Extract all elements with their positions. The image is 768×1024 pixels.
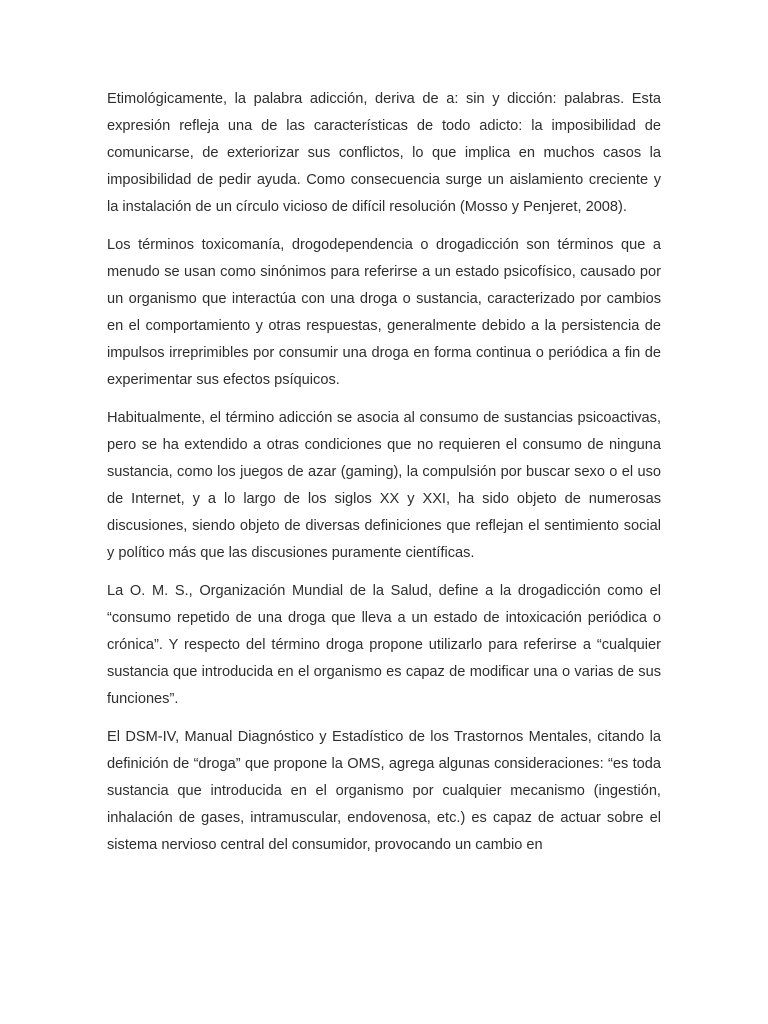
paragraph-oms-definition: La O. M. S., Organización Mundial de la Salud, define a la drogadicción como el “consumo repetido de una droga que lleva a un estado de intoxicación periódica o crónica”. Y respecto del término droga propone utilizarlo para referirse a “cualquier sustancia que introducida en el organismo es capaz de modificar una o varias de sus funciones”. bbox=[107, 583, 661, 707]
paragraph-habitual-use: Habitualmente, el término adicción se asocia al consumo de sustancias psicoactivas, pero se ha extendido a otras condiciones que no requieren el consumo de ninguna sustancia, como los juegos de azar (gaming), la compulsión por buscar sexo o el uso de Internet, y a lo largo de los siglos XX y XXI, ha sido objeto de numerosas discusiones, siendo objeto de diversas definiciones que reflejan el sentimiento social y político más que las discusiones puramente científicas. bbox=[107, 410, 661, 561]
document-page bbox=[107, 86, 661, 870]
paragraph-dsm-iv: El DSM-IV, Manual Diagnóstico y Estadístico de los Trastornos Mentales, citando la definición de “droga” que propone la OMS, agrega algunas consideraciones: “es toda sustancia que introducida en el organismo por cualquier mecanismo (ingestión, inhalación de gases, intramuscular, endovenosa, etc.) es capaz de actuar sobre el sistema nervioso central del consumidor, provocando un cambio en bbox=[107, 729, 661, 853]
paragraph-etymology: Etimológicamente, la palabra adicción, deriva de a: sin y dicción: palabras. Esta expresión refleja una de las características de todo adicto: la imposibilidad de comunicarse, de exteriorizar sus conflictos, lo que implica en muchos casos la imposibilidad de pedir ayuda. Como consecuencia surge un aislamiento creciente y la instalación de un círculo vicioso de difícil resolución (Mosso y Penjeret, 2008). bbox=[107, 91, 661, 215]
paragraph-terms: Los términos toxicomanía, drogodependencia o drogadicción son términos que a menudo se usan como sinónimos para referirse a un estado psicofísico, causado por un organismo que interactúa con una droga o sustancia, caracterizado por cambios en el comportamiento y otras respuestas, generalmente debido a la persistencia de impulsos irreprimibles por consumir una droga en forma continua o periódica a fin de experimentar sus efectos psíquicos. bbox=[107, 237, 661, 388]
